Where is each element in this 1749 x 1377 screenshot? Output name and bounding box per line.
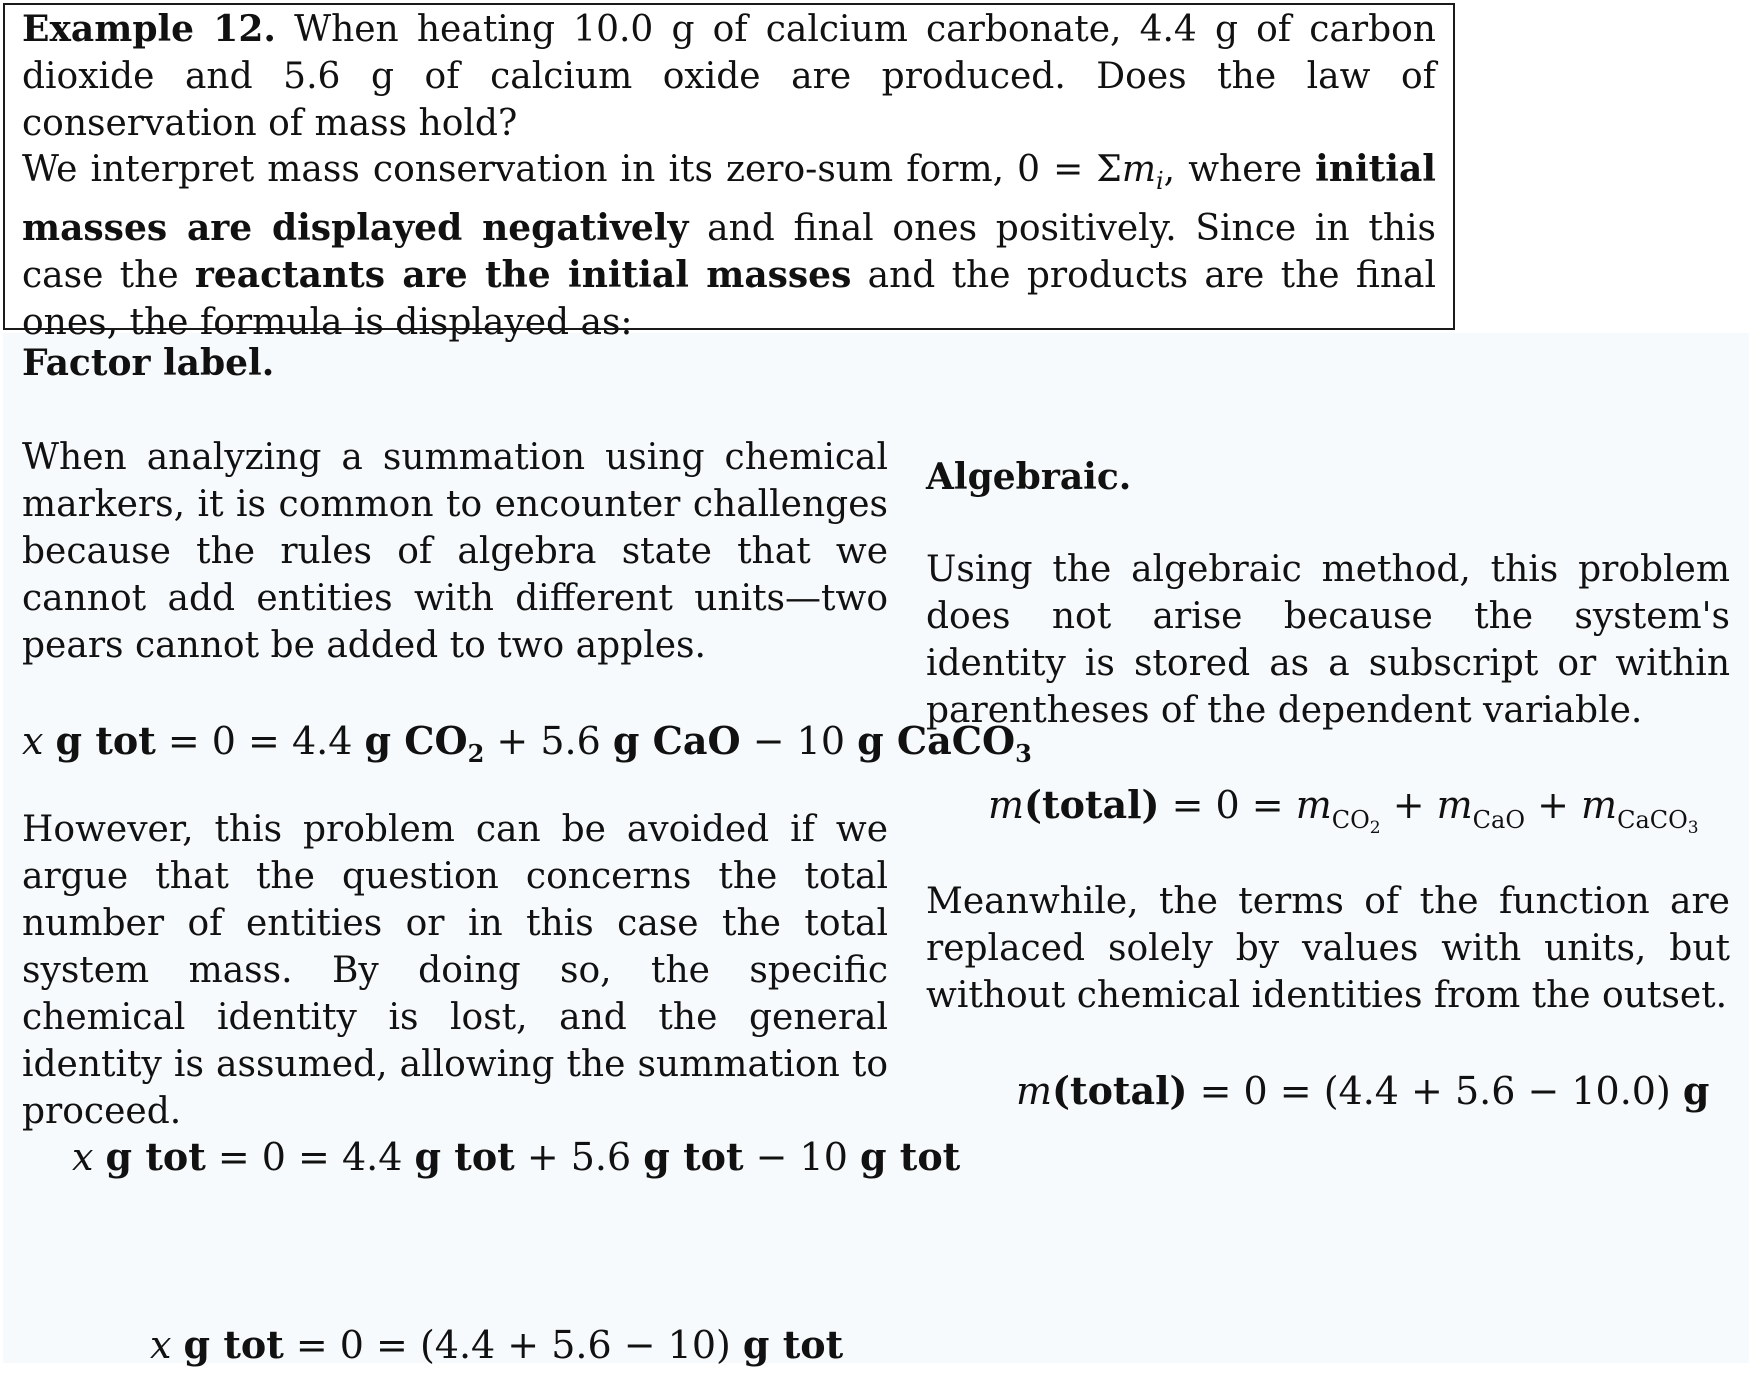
algebraic-heading: Algebraic. [926, 456, 1132, 498]
algebraic-equation-1: m(total) = $0 = m_{CO_2} + m_{CaO} + m_{CaCO_3}$ [988, 782, 1699, 838]
algebraic-para2: Meanwhile, the terms of the function are replaced solely by values with units, but without chemical identities from the outset. [926, 881, 1730, 1016]
factor-label-para1: When analyzing a summation using chemical markers, it is common to encounter challenges because the rules of algebra state that we cannot add entities with different units—two pears cannot be added to two apples. [22, 437, 888, 666]
factor-label-equation-1: x g tot = 0 = 4.4 g $CO_2 + 5.6$ g CaO − 10 g CaCO$_3$ [22, 718, 1032, 768]
factor-label-equation-3: x g tot = 0 = (4.4 + 5.6 − 10) g tot [150, 1322, 844, 1367]
algebraic-para1: Using the algebraic method, this problem does not arise because the system's identity is stored as a subscript or within parentheses of the dependent variable. [926, 549, 1730, 731]
example-question [22, 6, 1436, 147]
sum-formula: $0 = \Sigma m_i$ [1017, 149, 1164, 196]
factor-label-para2: However, this problem can be avoided if we argue that the question concerns the total number of entities or in this case the total system mass. By doing so, the specific chemical identity is lost, and the general identity is assumed, allowing the summation to proceed. [22, 809, 888, 1132]
question-text: When heating 10.0 g of calcium carbonate, 4.4 g of carbon dioxide and 5.6 g of calcium oxide are produced. Does the law of conservation of mass hold? [22, 9, 1436, 144]
example-intro: We interpret mass conservation in its zero-sum form, $0 = \Sigma m_i$, where initial masses are displayed negatively and final ones positively. Since in this case the reactants are the initial masses and the products are the final ones, the formula is displayed as: [22, 148, 1437, 344]
factor-label-heading: Factor label. [22, 342, 275, 384]
example-label: Example 12. [22, 8, 276, 50]
algebraic-equation-2: m(total) = 0 = (4.4 + 5.6 − 10.0) g [1016, 1068, 1710, 1113]
factor-label-equation-2: x g tot = 0 = 4.4 g tot + 5.6 g tot − 10 g tot [72, 1134, 961, 1179]
